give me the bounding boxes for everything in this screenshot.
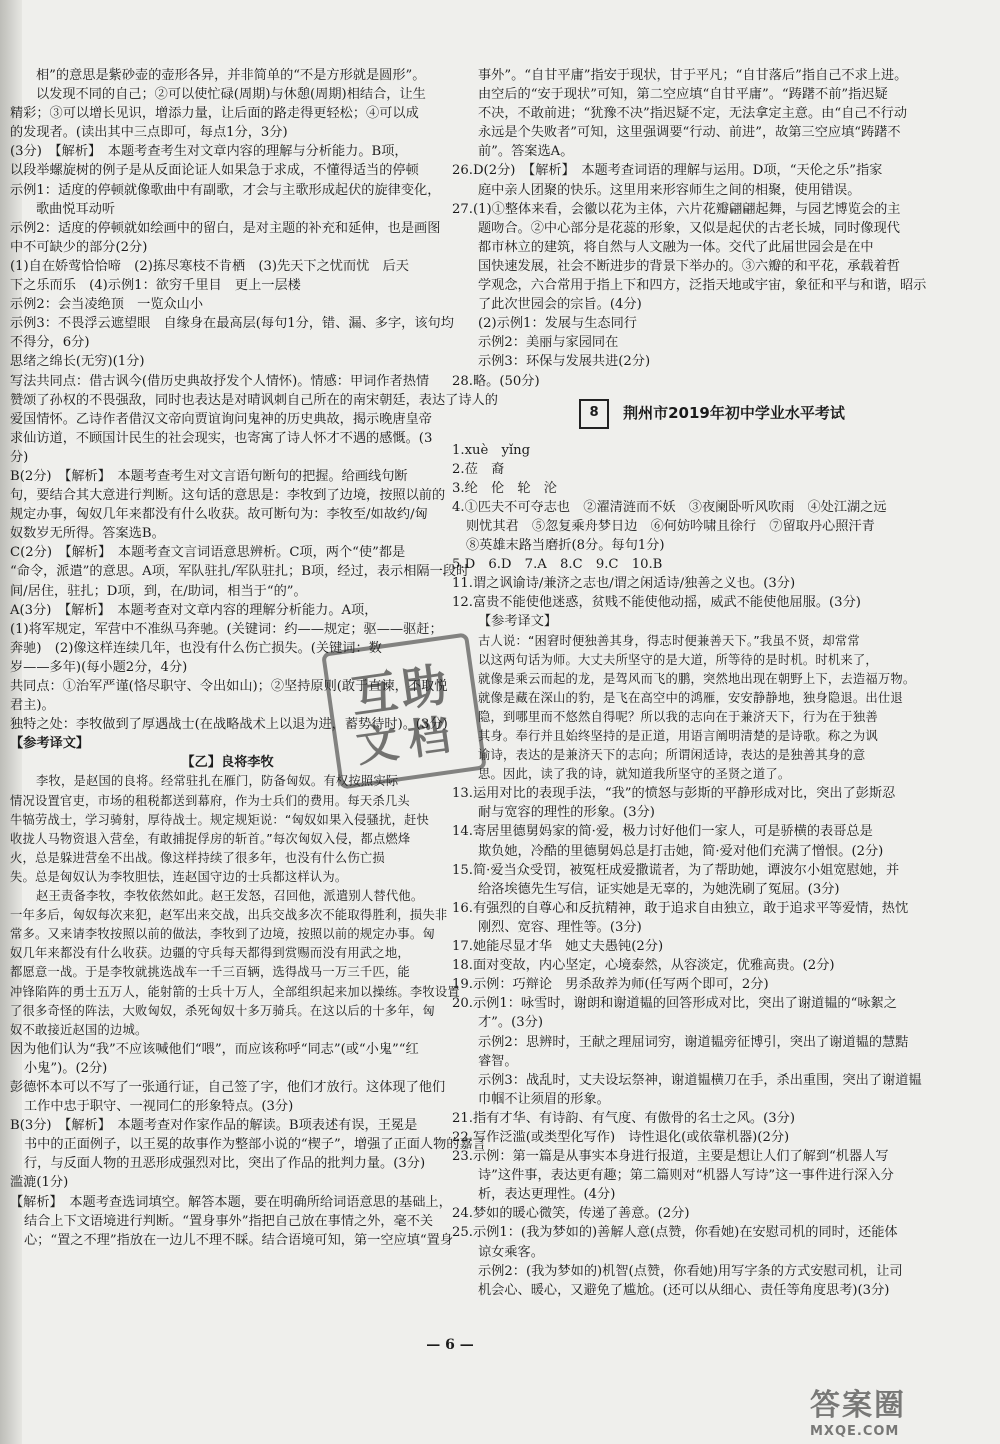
text-line: 示例2：思辨时，王献之理屈词穷，谢道韫旁征博引，突出了谢道韫的慧黠 <box>478 1034 909 1050</box>
text-line: 奴几年来都没有什么收获。边疆的守兵每天都得到赏赐而没有用武之地， <box>10 946 410 961</box>
text-line: A(3分) 【解析】 本题考查对文章内容的理解分析能力。A项， <box>10 602 378 618</box>
text-line: 示例3：不畏浮云遮望眼 自缘身在最高层(每句1分，错、漏、多字，该句均 <box>10 316 454 332</box>
watermark-logo <box>810 1380 990 1440</box>
text-line: 彭德怀本可以不写了一张通行证，自己签了字，他们才放行。这体现了他们 <box>10 1079 446 1095</box>
stamp-text-1: 互助 <box>347 656 455 724</box>
right-column <box>452 66 972 1300</box>
text-line: 下之乐而乐 (4)示例1：欲穷千里目 更上一层楼 <box>10 278 301 294</box>
text-line: 书中的正面例子，以王冕的故事作为整部小说的“楔子”，增强了正面人物的嘉言 <box>24 1137 486 1153</box>
text-line: 常多。又来请李牧按照以前的做法，李牧到了边境，按照以前的规定办事。匈 <box>10 927 435 942</box>
text-line: 工作中忠于职守、一视同仁的形象特点。(3分) <box>24 1099 294 1115</box>
text-line: (3分) 【解析】 本题考查考生对文章内容的理解与分析能力。B项， <box>10 144 408 160</box>
left-translation <box>10 772 460 1039</box>
text-line: 奴不敢接近赵国的边城。 <box>10 1022 148 1037</box>
text-line: 以这两句话为师。大丈夫所坚守的是大道，所等待的是时机。时机来了， <box>478 652 878 667</box>
text-line: B(2分) 【解析】 本题考查考生对文言语句断句的把握。给画线句断 <box>10 468 408 484</box>
text-line: 中不可缺少的部分(2分) <box>10 239 148 255</box>
text-line: 思绪之绵长(无穷)(1分) <box>10 354 145 370</box>
text-line: 歌曲悦耳动听 <box>36 201 116 217</box>
logo-text: 答案圈 <box>810 1388 906 1423</box>
text-line: 耐与宽容的理性的形象。(3分) <box>478 805 655 821</box>
text-line: 庭中亲人团聚的快乐。这里用来形容师生之间的相聚，使用错误。 <box>478 182 861 198</box>
text-line: 间/居住，驻扎；D项，到，在/助词，相当于“的”。 <box>10 583 307 599</box>
right-answers-a <box>452 66 972 391</box>
text-line: 一年多后，匈奴每次来犯，赵军出来交战，出兵交战多次不能取得胜利，损失非 <box>10 908 448 923</box>
text-line: 2.莅 裔 <box>452 461 505 477</box>
text-line: 独特之处：李牧做到了厚遇战士(在战略战术上以退为进，蓄势待时)。(3分) <box>10 717 448 733</box>
exam-title: 荆州市2019年初中学业水平考试 <box>623 404 845 423</box>
text-line: 事外”。“自甘平庸”指安于现状，甘于平凡；“自甘落后”指自己不求上进。 <box>478 68 908 83</box>
text-line: B(3分) 【解析】 本题考查对作家作品的解读。B项表述有误，王冕是 <box>10 1118 418 1134</box>
text-line: 25.示例1：(我为梦如的)善解人意(点赞，你看她)在安慰司机的同时，还能体 <box>452 1225 898 1241</box>
text-line: 李牧，是赵国的良将。经常驻扎在雁门，防备匈奴。有权按照实际 <box>36 774 399 789</box>
text-line: 【解析】 本题考查选词填空。解答本题，要在明确所给词语意思的基础上， <box>10 1194 452 1210</box>
text-line: 19.示例：巧辩论 男杀敌养为师(任写两个即可，2分) <box>452 977 769 993</box>
text-line: 收拢人马物资退入营垒，有敢捕捉俘房的斩首。”每次匈奴入侵，都点燃烽 <box>10 831 411 846</box>
text-line: 示例2：会当凌绝顶 一览众山小 <box>10 297 204 313</box>
text-line: 的发现者。(读出其中三点即可，每点1分，3分) <box>10 125 288 141</box>
text-line: 爱国情怀。乙诗作者借汉文帝向贾谊询问鬼神的历史典故，揭示晚唐皇帝 <box>10 411 432 427</box>
text-line: 就像是藏在深山的豹，是飞在高空中的鸿雁，安安静静地，独身隐退。出仕退 <box>478 690 903 705</box>
page-number: — 6 — <box>426 1337 474 1353</box>
text-line: 才”。(3分) <box>478 1015 543 1031</box>
text-line: 13.运用对比的表现手法，“我”的愤怒与彭斯的平静形成对比，突出了彭斯忍 <box>452 786 896 802</box>
text-line: 刚烈、宽容、理性等。(3分) <box>478 919 642 935</box>
text-line: 21.指有才华、有诗韵、有气度、有傲骨的名士之风。(3分) <box>452 1110 795 1126</box>
text-line: 都愿意一战。于是李牧就挑选战车一千三百辆，选得战马一万三千匹，能 <box>10 965 410 980</box>
text-line: “命令，派遣”的意思。A项，军队驻扎/军队驻扎；B项，经过，表示相隔一段时 <box>10 564 470 580</box>
text-line: 析，表达更理性。(4分) <box>478 1187 616 1203</box>
text-line: 27.(1)①整体来看，会徽以花为主体，六片花瓣翩翩起舞，与园艺博览会的主 <box>452 201 901 217</box>
text-line: 行，与反面人物的丑恶形成强烈对比，突出了作品的批判力量。(3分) <box>24 1156 426 1172</box>
text-line: 求仙访道，不顾国计民生的社会现实，也寄寓了诗人怀才不遇的感慨。(3 <box>10 430 433 446</box>
text-line: (2)示例1：发展与生态同行 <box>478 316 637 332</box>
text-line: (1)自在娇莺恰恰啼 (2)拣尽寒枝不肯栖 (3)先天下之忧而忧 后天 <box>10 258 409 274</box>
text-line: 冲锋陷阵的勇士五万人，能射箭的士兵十万人，全部组织起来加以操练。李牧设置 <box>10 984 460 999</box>
logo-url: MXQE.COM <box>810 1424 900 1439</box>
text-line: 28.略。(50分) <box>452 373 540 389</box>
text-line: 23.示例：第一篇是从事实本身进行报道，主要是想让人们了解到“机器人写 <box>452 1149 889 1165</box>
text-line: 机会心、暖心，又避免了尴尬。(还可以从细心、责任等角度思考)(3分) <box>478 1282 890 1298</box>
text-line: 【参考译文】 <box>478 614 558 630</box>
text-line: 14.寄居里德舅妈家的简·爱，极力讨好他们一家人，可是骄横的表哥总是 <box>452 824 873 840</box>
text-line: 欺负她，冷酷的里德舅妈总是打击她，简·爱对他们充满了憎恨。(2分) <box>478 843 884 859</box>
text-line: (1)将军规定，军营中不准纵马奔驰。(关键词：约——规定；驱——驱赶； <box>10 621 443 637</box>
text-line: 赞颂了孙权的不畏强敌，同时也表达是对晴讽刺自己所在的南宋朝廷，表达了诗人的 <box>10 392 498 408</box>
text-line: 谅女乘客。 <box>478 1244 544 1260</box>
text-line: 巾帼不让须眉的形象。 <box>478 1091 610 1107</box>
text-line: 牛犒劳战士，学习骑射，厚待战士。规定规矩说：“匈奴如果入侵骚扰，赶快 <box>10 812 429 827</box>
text-line: 12.富贵不能使他迷惑，贫贱不能使他动摇，威武不能使他屈服。(3分) <box>452 595 861 611</box>
text-line: 都市林立的建筑，将自然与人文融为一体。交代了此届世园会是在中 <box>478 239 874 255</box>
text-line: 以段举螺旋树的例子是从反面论证人如果急于求成，不懂得适当的停顿 <box>10 163 419 179</box>
text-line: 奔驰) (2)像这样连续几年，也没有什么伤亡损失。(关键词：数 <box>10 640 382 656</box>
stamp-text-2: 文档 <box>353 708 464 772</box>
text-line: 君主)。 <box>10 698 55 714</box>
text-line: 示例3：环保与发展共进(2分) <box>478 354 651 370</box>
text-line: 则忧其君 ⑤忽复乘舟梦日边 ⑥何妨吟啸且徐行 ⑦留取丹心照汗青 <box>466 518 875 534</box>
text-line: 以发现不同的自己；②可以使忙碌(周期)与休憩(周期)相结合，让生 <box>36 87 426 103</box>
text-line: 心；“置之不理”指放在一边儿不理不睬。结合语境可知，第一空应填“置身 <box>24 1232 454 1248</box>
text-line: 了很多奇怪的阵法，大败匈奴，杀死匈奴十多万骑兵。在这以后的十多年，匈 <box>10 1003 435 1018</box>
text-line: 思。因此，读了我的诗，就知道我所坚守的圣贤之道了。 <box>478 767 791 782</box>
text-line: 句，要结合其大意进行判断。这句话的意思是：李牧到了边境，按照以前的 <box>10 488 446 504</box>
text-line: 共同点：①治军严谨(恪尽职守、令出如山)；②坚持原则(敢于直谏，不取悦 <box>10 679 448 694</box>
text-line: 不决，不敢前进；“犹豫不决”指迟疑不定，无法拿定主意。由“自己不行动 <box>478 106 908 122</box>
text-line: 5.D 6.D 7.A 8.C 9.C 10.B <box>452 557 663 573</box>
text-line: 其身。奉行并且始终坚持的是正道，用语言阐明清楚的是诗歌。称之为讽 <box>478 729 878 743</box>
text-line: 示例1：适度的停顿就像歌曲中有副歌，才会与主歌形成起伏的旋律变化， <box>10 182 441 198</box>
text-line: 国快速发展，社会不断进步的背景下举办的。③六瓣的和平花，承载着哲 <box>478 258 900 274</box>
text-line: 精彩；③可以增长见识，增添力量，让后面的路走得更轻松；④可以成 <box>10 106 419 122</box>
text-line: 17.她能尽显才华 她丈夫愚钝(2分) <box>452 939 664 955</box>
text-line: 睿智。 <box>478 1053 518 1069</box>
text-line: 火，总是躲进营垒不出战。像这样持续了很多年，也没有什么伤亡损 <box>10 850 385 865</box>
text-line: 谕诗，表达的是兼济天下的志向；所谓闲适诗，表达的是独善其身的意 <box>478 748 866 763</box>
text-line: 由空后的“安于现状”可知，第二空应填“自甘平庸”。“踌躇不前”指迟疑 <box>478 87 888 103</box>
text-line: 题吻合。②中心部分是花蕊的形象，又似是起伏的古老长城，同时像现代 <box>478 220 900 236</box>
text-line: 古人说：“困窘时便独善其身，得志时便兼善天下。”我虽不贤，却常常 <box>478 633 860 648</box>
text-line: 示例2：(我为梦如的)机智(点赞，你看她)用写字条的方式安慰司机，让司 <box>478 1263 903 1279</box>
text-line: 22.写作泛滥(或类型化写作) 诗性退化(或依靠机器)(2分) <box>452 1129 790 1145</box>
text-line: 规定办事，匈奴几年来都没有什么收获。故可断句为：李牧至/如故约/匈 <box>10 507 428 523</box>
text-line: 示例2：适度的停顿就如绘画中的留白，是对主题的补充和延伸，也是画图 <box>10 220 441 236</box>
text-line: 示例3：战乱时，丈夫设坛祭神，谢道韫横刀在手，杀出重围，突出了谢道韫 <box>478 1072 922 1088</box>
text-line: 奴数岁无所得。答案选B。 <box>10 526 165 542</box>
text-line: 分) <box>10 449 29 465</box>
text-line: 前”。答案选A。 <box>478 144 574 160</box>
text-line: ⑧英雄末路当磨折(8分。每句1分) <box>466 538 665 554</box>
left-answers-c <box>10 1040 486 1250</box>
text-line: 15.简·爱当众受罚，被冤枉成爱撒谎者，为了帮助她，谭波尔小姐宽慰她，并 <box>452 862 900 878</box>
text-line: 24.梦如的暖心微笑，传递了善意。(2分) <box>452 1206 690 1222</box>
text-line: 情况设置官吏，市场的租税都送到幕府，作为士兵们的费用。每天杀几头 <box>10 793 410 808</box>
text-line: 相”的意思是紫砂壶的壶形各异，并非简单的“不是方形就是圆形”。 <box>36 68 426 83</box>
text-line: 4.①匹夫不可夺志也 ②濯清涟而不妖 ③夜阑卧听风吹雨 ④处江湖之远 <box>452 499 887 515</box>
section-title-liangjiang: 【乙】良将李牧 <box>181 755 274 771</box>
text-line: 就像是乘云而起的龙，是驾风而飞的鹏，突然地出现在朝野上下，去造福万物。 <box>478 671 916 686</box>
watermark-stamp <box>321 632 487 789</box>
text-line: 学观念，六合常用于指上下和四方，泛指天地或宇宙，象征和平与和谐，昭示 <box>478 278 927 294</box>
exam-heading <box>452 395 972 433</box>
reference-label-left: 【参考译文】 <box>10 736 90 752</box>
text-line: C(2分) 【解析】 本题考查文言词语意思辨析。C项，两个“使”都是 <box>10 545 406 561</box>
text-line: 失。总是匈奴认为李牧胆怯，连赵国守边的士兵都这样认为。 <box>10 869 348 884</box>
text-line: 26.D(2分) 【解析】 本题考查词语的理解与运用。D项，“天伦之乐”指家 <box>452 163 883 179</box>
text-line: 16.有强烈的自尊心和反抗精神，敢于追求自由独立，敢于追求平等爱情，热忱 <box>452 900 909 916</box>
text-line: 滥漉(1分) <box>10 1175 69 1191</box>
text-line: 因为他们认为“我”不应该喊他们“喂”，而应该称呼“同志”(或“小鬼”“红 <box>10 1041 419 1057</box>
text-line: 11.谓之讽谕诗/兼济之志也/谓之闲适诗/独善之义也。(3分) <box>452 576 796 592</box>
text-line: 写法共同点：借古讽今(借历史典故抒发个人情怀)。情感：甲词作者热情 <box>10 373 430 389</box>
text-line: 小鬼”)。(2分) <box>24 1060 108 1076</box>
text-line: 赵王责备李牧，李牧依然如此。赵王发怒，召回他，派遣别人替代他。 <box>36 889 424 904</box>
text-line: 岁——多年)(每小题2分，4分) <box>10 659 188 675</box>
text-line: 结合上下文语境进行判断。“置身事外”指把自己放在事情之外，毫不关 <box>24 1213 434 1229</box>
text-line: 1.xuè yǐng <box>452 442 531 458</box>
right-answers-b <box>452 441 972 1300</box>
text-line: 了此次世园会的宗旨。(4分) <box>478 297 642 313</box>
text-line: 18.面对变故，内心坚定，心境泰然，从容淡定，优雅高贵。(2分) <box>452 958 835 974</box>
text-line: 20.示例1：咏雪时，谢朗和谢道韫的回答形成对比，突出了谢道韫的“咏絮之 <box>452 996 897 1012</box>
text-line: 永远是个失败者”可知，这里强调要“行动、前进”，故第三空应填“踌躇不 <box>478 125 901 141</box>
text-line: 不得分，6分) <box>10 335 90 351</box>
text-line: 3.纶 伦 轮 沦 <box>452 480 557 496</box>
text-line: 诗”这件事，表达更有趣；第二篇则对“机器人写诗”这一事件进行深入分 <box>478 1168 894 1184</box>
text-line: 隐，到哪里而不悠然自得呢？所以我的志向在于兼济天下，行为在于独善 <box>478 709 878 724</box>
text-line: 示例2：美丽与家园同在 <box>478 335 619 351</box>
text-line: 给洛埃德先生写信，证实她是无辜的，为她洗刷了冤屈。(3分) <box>478 881 840 897</box>
exam-number-box: 8 <box>579 399 609 429</box>
